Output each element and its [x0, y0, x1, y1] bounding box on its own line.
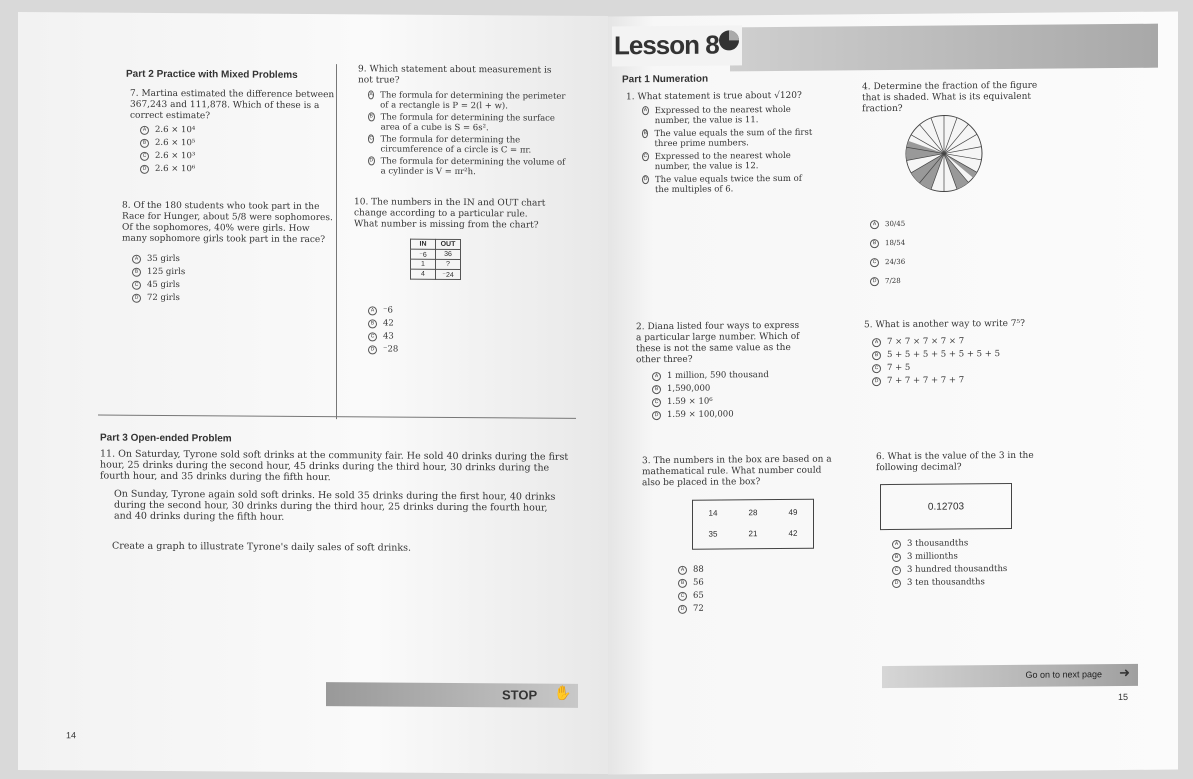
part3-heading: Part 3 Open-ended Problem: [100, 432, 232, 445]
right-page: [608, 12, 1178, 775]
question-5: 5. What is another way to write 7⁵?: [864, 318, 1025, 331]
q3-choice-c: 65: [693, 590, 704, 601]
q9-choice-a: The formula for determining the perimeter of a rectangle is P = 2(l + w).: [380, 90, 566, 112]
workbook-spread: [18, 14, 1178, 772]
q4-choice-d: 7/28: [885, 276, 901, 286]
q5-choice-c: 7 + 5: [887, 362, 911, 374]
arrow-right-icon: ➜: [1119, 665, 1130, 682]
box-number: 28: [748, 508, 758, 518]
q7-choice-a: 2.6 × 10⁴: [155, 124, 196, 136]
choice-bubble[interactable]: D: [368, 345, 377, 354]
choice-bubble[interactable]: B: [368, 319, 377, 328]
q4-choice-c: 24/36: [885, 257, 906, 267]
box-number: 14: [708, 508, 718, 518]
box-number: 49: [788, 507, 798, 517]
q1-choices: [642, 105, 818, 196]
q9-choice-b: The formula for determining the surface area of a cube is S = 6s².: [380, 112, 555, 134]
column-divider: [336, 64, 337, 419]
q1-choice-a: Expressed to the nearest whole number, the value is 11.: [654, 104, 791, 127]
choice-bubble[interactable]: A: [892, 540, 901, 549]
box-number: 42: [788, 528, 798, 538]
choice-bubble[interactable]: B: [678, 579, 687, 588]
table-cell: ⁻6: [411, 249, 436, 259]
choice-bubble[interactable]: D: [870, 277, 879, 286]
question-6: 6. What is the value of the 3 in the following decimal?: [876, 450, 1034, 474]
choice-bubble[interactable]: C: [642, 152, 649, 161]
q6-choice-b: 3 millionths: [907, 551, 958, 562]
page-number-right: 15: [1118, 691, 1129, 703]
box-number: 35: [708, 529, 718, 539]
question-1: 1. What statement is true about √120?: [626, 90, 802, 103]
question-11-paragraph-1: 11. On Saturday, Tyrone sold soft drinks at the community fair. He sold 40 drinks during the first hour, 25 drinks during the second hour, 45 drinks during the third hour, 30 drinks during the fourth hour, and 35 drinks during the fifth hour.: [100, 448, 569, 484]
choice-bubble[interactable]: D: [140, 165, 149, 174]
decimal-value: 0.12703: [927, 500, 965, 513]
q3-choice-d: 72: [693, 603, 704, 614]
q5-choice-b: 5 + 5 + 5 + 5 + 5 + 5 + 5: [887, 349, 1001, 361]
choice-bubble[interactable]: B: [642, 129, 648, 138]
choice-bubble[interactable]: A: [678, 566, 687, 575]
choice-bubble[interactable]: B: [870, 239, 879, 248]
decimal-box: [880, 483, 1012, 530]
question-11-paragraph-2: On Sunday, Tyrone again sold soft drinks. He sold 35 drinks during the first hour, 40 drinks during the second hour, 30 drinks during the third hour, 25 drinks during the fourth hour, and 40 drinks during the fifth hour.: [114, 488, 556, 523]
q10-choice-c: 43: [383, 331, 394, 342]
next-page-band: [882, 664, 1138, 688]
q9-choices: [368, 90, 568, 177]
q2-choice-d: 1.59 × 100,000: [667, 409, 734, 420]
choice-bubble[interactable]: C: [140, 152, 149, 161]
choice-bubble[interactable]: B: [652, 385, 661, 394]
choice-bubble[interactable]: D: [652, 411, 661, 420]
question-4: 4. Determine the fraction of the figure that is shaded. What is its equivalent fraction?: [862, 80, 1038, 115]
page-number-left: 14: [66, 730, 77, 741]
q9-choice-d: The formula for determining the volume of a cylinder is V = πr²h.: [380, 156, 566, 178]
choice-bubble[interactable]: B: [892, 553, 901, 562]
choice-bubble[interactable]: B: [368, 112, 375, 121]
choice-bubble[interactable]: A: [132, 255, 141, 264]
stop-band: [326, 682, 578, 708]
q6-choice-c: 3 hundred thousandths: [907, 564, 1008, 575]
table-cell: ?: [436, 259, 461, 269]
q4-choice-b: 18/54: [885, 238, 906, 248]
choice-bubble[interactable]: A: [368, 90, 374, 99]
choice-bubble[interactable]: A: [368, 306, 377, 315]
q7-choice-d: 2.6 × 10⁶: [155, 163, 196, 175]
choice-bubble[interactable]: B: [140, 139, 149, 148]
table-cell: 1: [411, 259, 436, 269]
in-out-chart: [410, 239, 461, 280]
q8-choices: [132, 253, 185, 305]
q2-choices: [652, 369, 769, 422]
q7-choice-b: 2.6 × 10⁵: [155, 137, 196, 149]
question-11-paragraph-3: Create a graph to illustrate Tyrone's daily sales of soft drinks.: [112, 540, 412, 554]
question-2: 2. Diana listed four ways to express a particular large number. Which of these is not the same value as the other three?: [636, 320, 800, 366]
choice-bubble[interactable]: C: [678, 592, 687, 601]
stop-hand-icon: ✋: [554, 685, 572, 702]
q5-choices: [872, 335, 1000, 388]
q1-choice-d: The value equals twice the sum of the multiples of 6.: [655, 173, 802, 196]
q7-choice-c: 2.6 × 10³: [155, 150, 196, 162]
choice-bubble[interactable]: D: [892, 579, 901, 588]
table-header: OUT: [436, 239, 461, 249]
choice-bubble[interactable]: A: [872, 338, 881, 347]
q9-choice-c: The formula for determining the circumference of a circle is C = πr.: [380, 134, 532, 156]
choice-bubble[interactable]: A: [870, 220, 879, 229]
q5-choice-d: 7 + 7 + 7 + 7 + 7: [887, 375, 965, 387]
choice-bubble[interactable]: D: [368, 156, 375, 165]
stop-label: STOP: [502, 687, 538, 703]
choice-bubble[interactable]: C: [132, 281, 141, 290]
pie-icon: [718, 29, 740, 51]
q2-choice-a: 1 million, 590 thousand: [667, 370, 769, 381]
lesson-title: Lesson 8: [614, 29, 719, 61]
number-box: [692, 499, 814, 550]
q5-choice-a: 7 × 7 × 7 × 7 × 7: [887, 336, 965, 348]
q10-choice-b: 42: [383, 318, 394, 329]
choice-bubble[interactable]: C: [652, 398, 661, 407]
q10-choice-d: ⁻28: [383, 344, 399, 355]
shaded-circle-figure: [904, 113, 984, 194]
question-9: 9. Which statement about measurement is not true?: [358, 64, 552, 86]
choice-bubble[interactable]: B: [872, 351, 881, 360]
choice-bubble[interactable]: D: [678, 605, 687, 614]
table-cell: 4: [411, 269, 436, 279]
question-3: 3. The numbers in the box are based on a mathematical rule. What number could also be placed in the box?: [642, 454, 832, 489]
q7-choices: [140, 124, 195, 176]
part1-heading: Part 1 Numeration: [622, 73, 709, 86]
choice-bubble[interactable]: C: [368, 332, 377, 341]
box-number: 21: [748, 529, 758, 539]
section-divider: [98, 414, 576, 418]
choice-bubble[interactable]: D: [872, 377, 881, 386]
q4-choice-a: 30/45: [885, 219, 906, 229]
q8-choice-c: 45 girls: [147, 279, 180, 291]
choice-bubble[interactable]: C: [870, 258, 879, 267]
question-7: 7. Martina estimated the difference between 367,243 and 111,878. Which of these is a correct estimate?: [130, 88, 335, 122]
lesson-banner: [730, 24, 1158, 72]
q3-choices: [678, 564, 704, 616]
choice-bubble[interactable]: A: [652, 372, 661, 381]
q3-choice-a: 88: [693, 564, 704, 575]
table-cell: 36: [436, 249, 461, 259]
q8-choice-d: 72 girls: [147, 292, 180, 304]
q6-choice-d: 3 ten thousandths: [907, 577, 985, 588]
question-10: 10. The numbers in the IN and OUT chart change according to a particular rule. What number is missing from the chart?: [354, 197, 546, 231]
question-8: 8. Of the 180 students who took part in the Race for Hunger, about 5/8 were sophomores. Of the sophomores, 40% were girls. How many sophomore girls took part in the race?: [122, 200, 333, 246]
table-cell: ⁻24: [436, 269, 461, 279]
q6-choices: [892, 537, 1007, 590]
q2-choice-c: 1.59 × 10⁶: [667, 396, 713, 407]
choice-bubble[interactable]: C: [892, 566, 901, 575]
table-header: IN: [411, 239, 436, 249]
q1-choice-c: Expressed to the nearest whole number, the value is 12.: [654, 150, 791, 173]
choice-bubble[interactable]: D: [132, 294, 141, 303]
choice-bubble[interactable]: C: [872, 364, 881, 373]
q2-choice-b: 1,590,000: [667, 383, 711, 394]
choice-bubble[interactable]: B: [132, 268, 141, 277]
q8-choice-b: 125 girls: [147, 266, 186, 278]
left-page: [18, 12, 608, 774]
choice-bubble[interactable]: A: [642, 106, 649, 115]
choice-bubble[interactable]: D: [642, 175, 649, 184]
q10-choices: [368, 304, 398, 356]
q8-choice-a: 35 girls: [147, 253, 180, 265]
part2-heading: Part 2 Practice with Mixed Problems: [126, 68, 298, 81]
next-page-label: Go on to next page: [1025, 669, 1102, 680]
q4-choices: [870, 218, 905, 288]
q6-choice-a: 3 thousandths: [907, 538, 969, 549]
choice-bubble[interactable]: C: [368, 134, 374, 143]
q3-choice-b: 56: [693, 577, 704, 588]
choice-bubble[interactable]: A: [140, 126, 149, 135]
q10-choice-a: ⁻6: [383, 305, 393, 316]
q1-choice-b: The value equals the sum of the first three prime numbers.: [654, 127, 813, 150]
